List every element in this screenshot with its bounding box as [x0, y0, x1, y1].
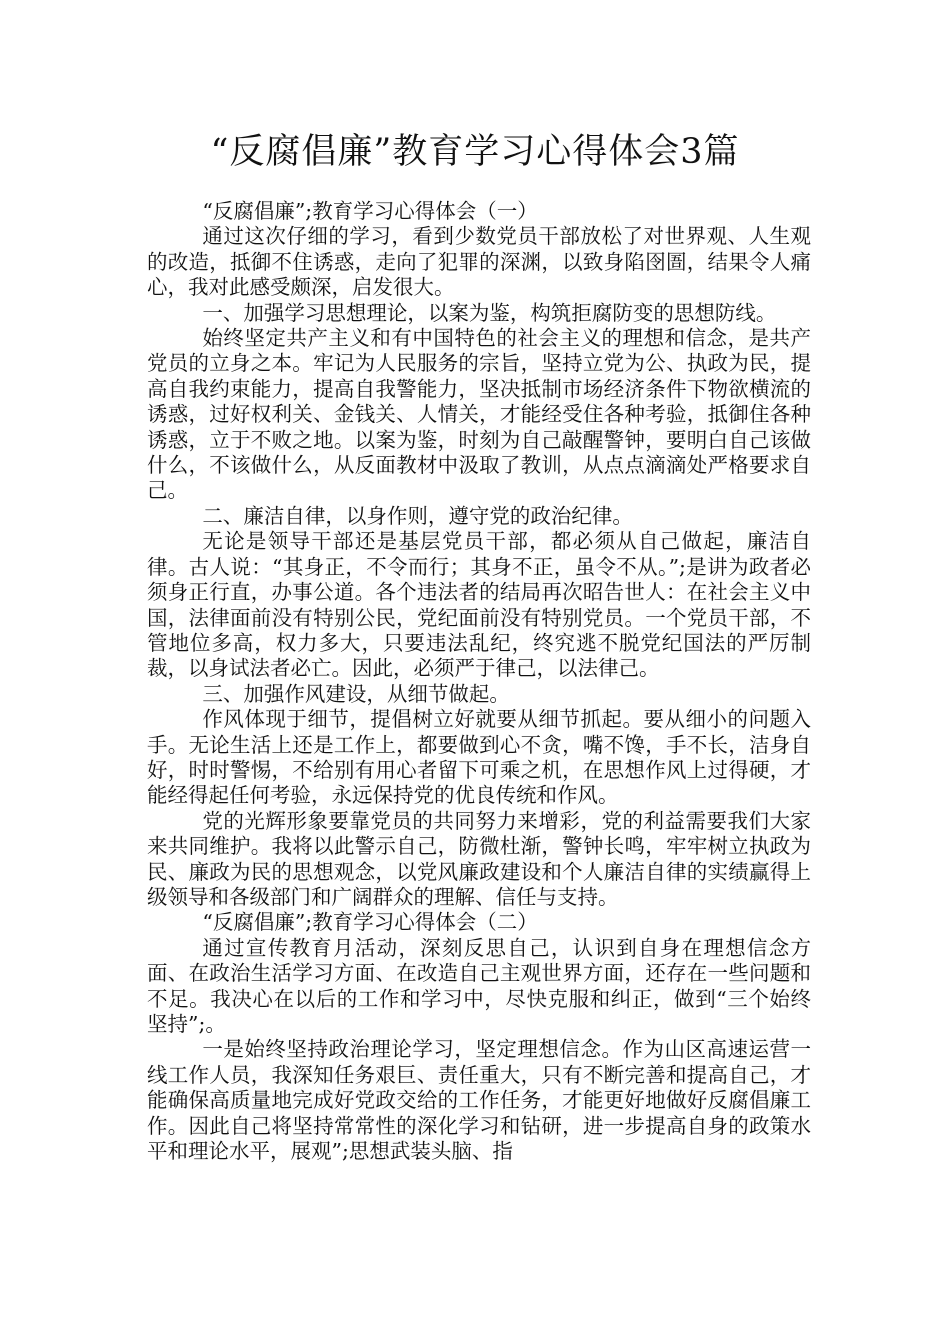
paragraph: 通过这次仔细的学习，看到少数党员干部放松了对世界观、人生观的改造，抵御不住诱惑，走向了犯罪的深渊，以致身陷囹圄，结果令人痛心，我对此感受颇深，启发很大。	[147, 224, 811, 300]
paragraph: 一是始终坚持政治理论学习，坚定理想信念。作为山区高速运营一线工作人员，我深知任务艰巨、责任重大，只有不断完善和提高自己，才能确保高质量地完成好党政交给的工作任务，才能更好地做好反腐倡廉工作。因此自己将坚持常常性的深化学习和钻研，进一步提高自身的政策水平和理论水平，展观”;思想武装头脑、指	[147, 1037, 811, 1164]
point-heading-3: 三、加强作风建设，从细节做起。	[202, 681, 510, 706]
document-body	[147, 199, 811, 1164]
point-heading-1: 一、加强学习思想理论，以案为鉴，构筑拒腐防变的思想防线。	[202, 300, 777, 325]
document-title: “反腐倡廉”教育学习心得体会3篇	[210, 132, 740, 172]
paragraph: 无论是领导干部还是基层党员干部，都必须从自己做起，廉洁自律。古人说：“其身正，不令而行；其身不正，虽令不从。”;是讲为政者必须身正行直，办事公道。各个违法者的结局再次昭告世人：在社会主义中国，法律面前没有特别公民，党纪面前没有特别党员。一个党员干部，不管地位多高，权力多大，只要违法乱纪，终究逃不脱党纪国法的严厉制裁，以身试法者必亡。因此，必须严于律己，以法律己。	[147, 529, 811, 681]
paragraph: 通过宣传教育月活动，深刻反思自己，认识到自身在理想信念方面、在政治生活学习方面、在改造自己主观世界方面，还存在一些问题和不足。我决心在以后的工作和学习中，尽快克服和纠正，做到“三个始终坚持”;。	[147, 935, 811, 1036]
section-heading-2: “反腐倡廉”;教育学习心得体会（二）	[202, 910, 538, 935]
paragraph: 作风体现于细节，提倡树立好就要从细节抓起。要从细小的问题入手。无论生活上还是工作上，都要做到心不贪，嘴不馋，手不长，洁身自好，时时警惕，不给别有用心者留下可乘之机，在思想作风上过得硬，才能经得起任何考验，永远保持党的优良传统和作风。	[147, 707, 811, 808]
paragraph: 党的光辉形象要靠党员的共同努力来增彩，党的利益需要我们大家来共同维护。我将以此警示自己，防微杜渐，警钟长鸣，牢牢树立执政为民、廉政为民的思想观念，以党风廉政建设和个人廉洁自律的实绩赢得上级领导和各级部门和广阔群众的理解、信任与支持。	[147, 808, 811, 909]
point-heading-2: 二、廉洁自律，以身作则，遵守党的政治纪律。	[202, 503, 633, 528]
paragraph: 始终坚定共产主义和有中国特色的社会主义的理想和信念，是共产党员的立身之本。牢记为人民服务的宗旨，坚持立党为公、执政为民，提高自我约束能力，提高自我警能力，坚决抵制市场经济条件下物欲横流的诱惑，过好权利关、金钱关、人情关，才能经受住各种考验，抵御住各种诱惑，立于不败之地。以案为鉴，时刻为自己敲醒警钟，要明白自己该做什么，不该做什么，从反面教材中汲取了教训，从点点滴滴处严格要求自己。	[147, 326, 811, 503]
section-heading-1: “反腐倡廉”;教育学习心得体会（一）	[202, 199, 538, 223]
